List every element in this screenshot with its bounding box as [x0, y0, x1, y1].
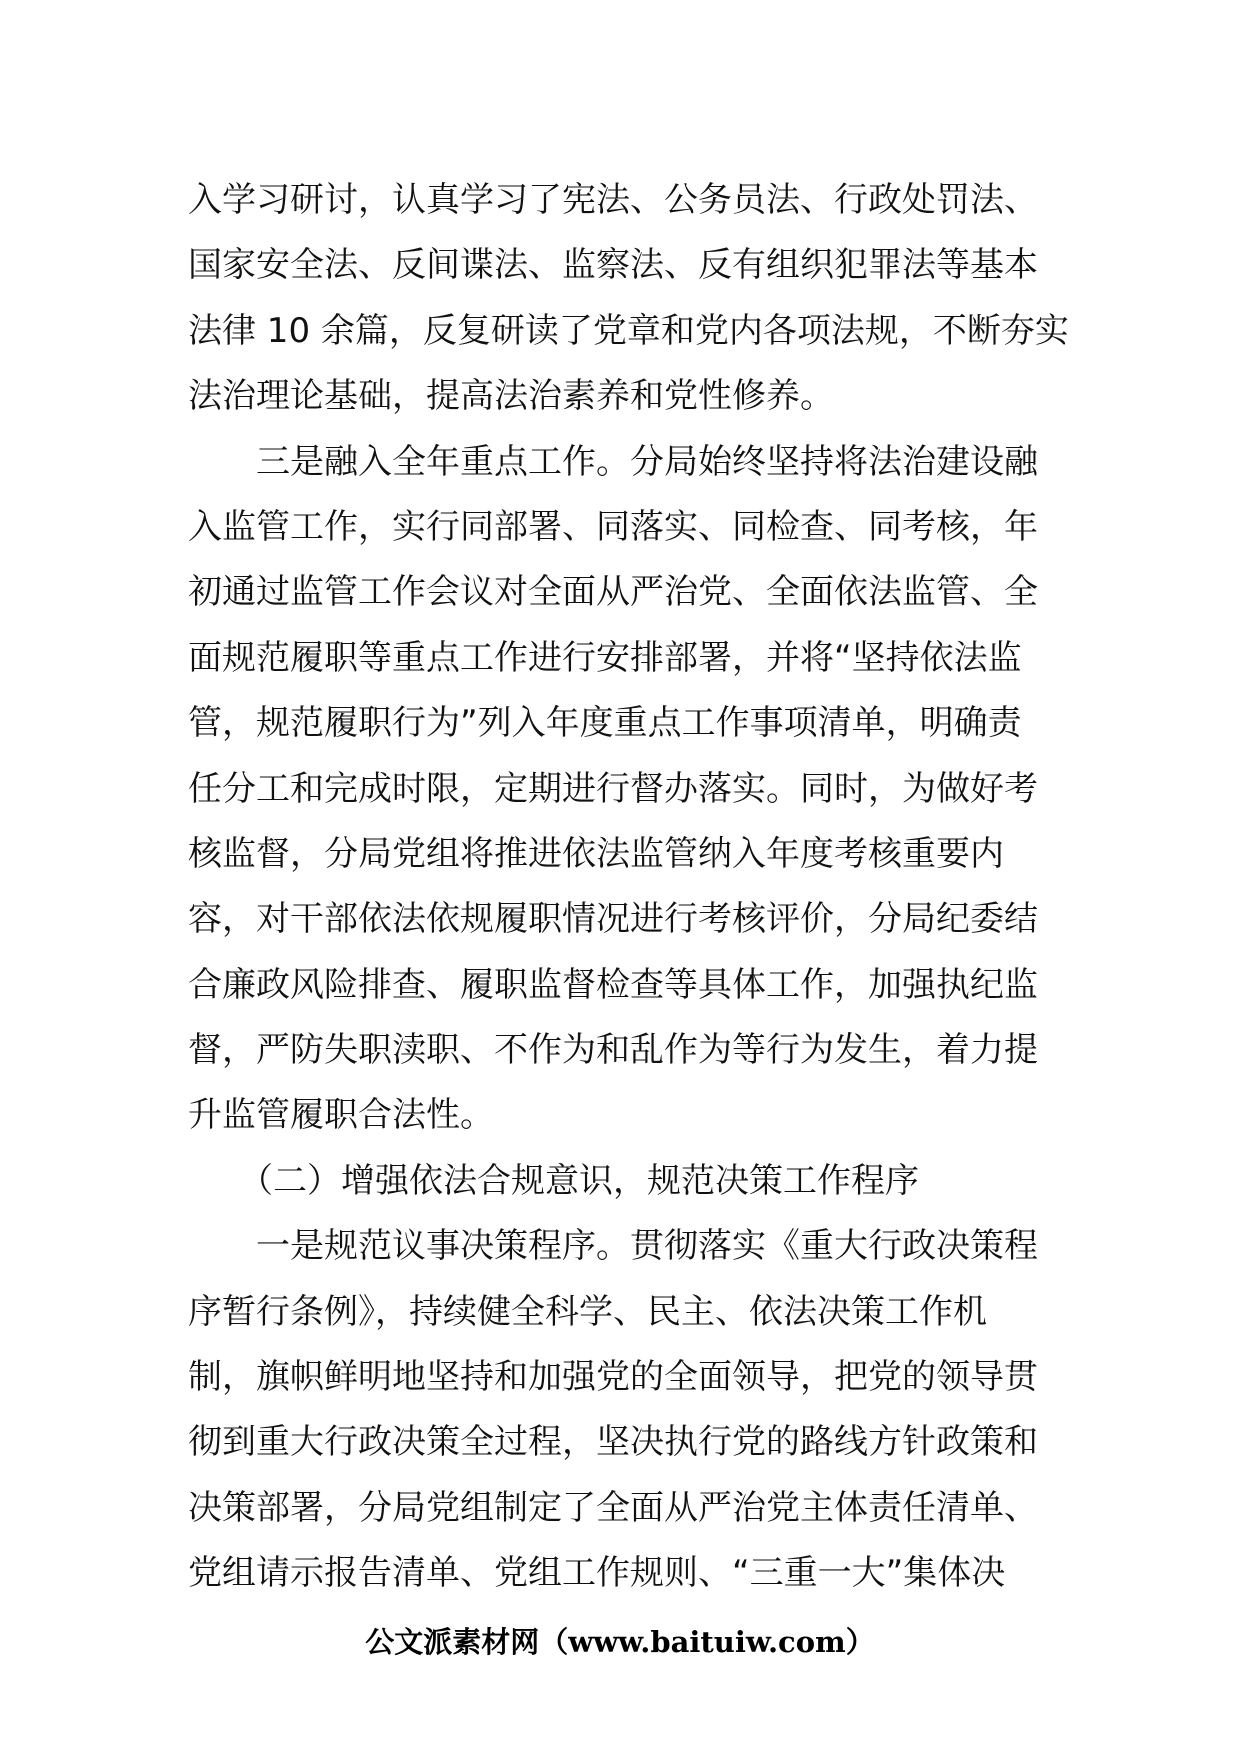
text-line: 面规范履职等重点工作进行安排部署，并将“坚持依法监: [188, 637, 1022, 678]
text-line: 入学习研讨，认真学习了宪法、公务员法、行政处罚法、: [188, 180, 1038, 220]
document-body: [188, 168, 1068, 1607]
text-line: 核监督，分局党组将推进依法监管纳入年度考核重要内: [188, 833, 1004, 874]
text-line: 决策部署，分局党组制定了全面从严治党主体责任清单、: [188, 1487, 1038, 1528]
text-line: 初通过监管工作会议对全面从严治党、全面依法监管、全: [188, 572, 1038, 613]
text-line: 党组请示报告清单、党组工作规则、“三重一大”集体决: [188, 1553, 1006, 1594]
text-line: 彻到重大行政决策全过程，坚决执行党的路线方针政策和: [188, 1422, 1038, 1463]
text-line: 合廉政风险排查、履职监督检查等具体工作，加强执纪监: [188, 964, 1038, 1005]
text-line: 三是融入全年重点工作。分局始终坚持将法治建设融: [188, 441, 1038, 482]
text-line: 升监管履职合法性。: [188, 1095, 494, 1136]
text-line: 任分工和完成时限，定期进行督办落实。同时，为做好考: [188, 768, 1038, 809]
text-line: 督，严防失职渎职、不作为和乱作为等行为发生，着力提: [188, 1030, 1038, 1071]
text-line: 法律 10 余篇，反复研读了党章和党内各项法规，不断夯实: [188, 310, 1069, 351]
text-line: 国家安全法、反间谍法、监察法、反有组织犯罪法等基本: [188, 245, 1038, 286]
text-line: 容，对干部依法依规履职情况进行考核评价，分局纪委结: [188, 899, 1038, 940]
text-line: 管，规范履职行为”列入年度重点工作事项清单，明确责: [188, 703, 1022, 744]
text-line: 一是规范议事决策程序。贯彻落实《重大行政决策程: [188, 1226, 1038, 1267]
footer-watermark: 公文派素材网（www.baituiw.com）: [365, 1625, 875, 1659]
section-heading: （二）增强依法合规意识，规范决策工作程序: [188, 1160, 919, 1201]
text-line: 法治理论基础，提高法治素养和党性修养。: [188, 376, 834, 417]
text-line: 序暂行条例》，持续健全科学、民主、依法决策工作机: [188, 1291, 987, 1332]
text-line: 入监管工作，实行同部署、同落实、同检查、同考核，年: [188, 506, 1038, 547]
text-line: 制，旗帜鲜明地坚持和加强党的全面领导，把党的领导贯: [188, 1357, 1038, 1398]
